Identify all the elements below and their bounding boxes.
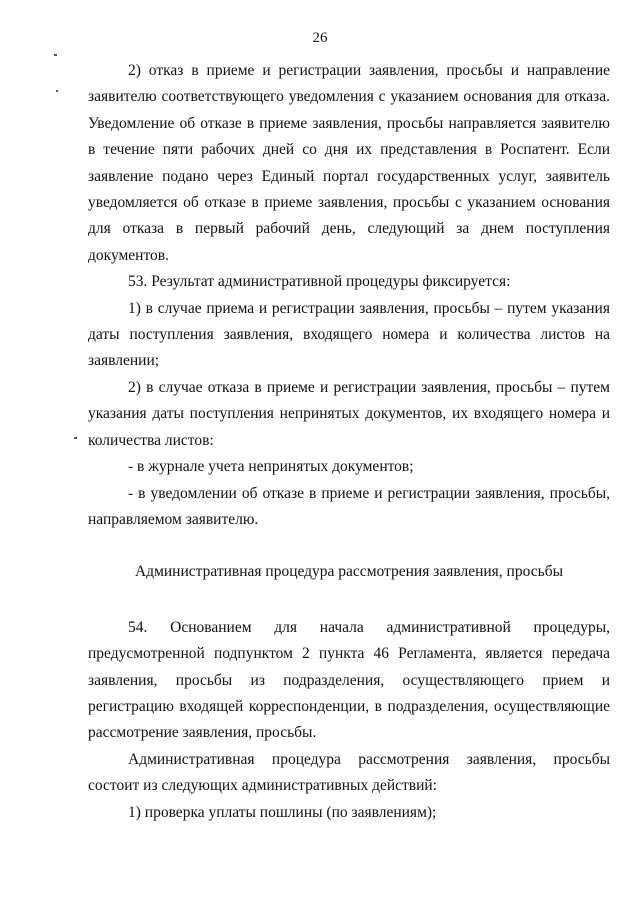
scan-speck [54,54,57,56]
list-item-notice: - в уведомлении об отказе в приеме и регистрации заявления, просьбы, направляемом заявителю. [88,484,610,528]
list-item-fee-check: 1) проверка уплаты пошлины (по заявлениям); [128,803,437,821]
paragraph-accept-item: 1) в случае приема и регистрации заявления, просьбы – путем указания даты поступления заявления, входящего номера и количества листов на заявлении; [88,299,610,370]
section-heading: Административная процедура рассмотрения заявления, просьбы [134,563,563,581]
paragraph-procedure-steps: Административная процедура рассмотрения заявления, просьбы состоит из следующих административных действий: [88,750,610,795]
paragraph-53: 53. Результат административной процедуры фиксируется: [128,273,511,291]
document-body [88,58,610,826]
paragraph-54: 54. Основанием для начала административной процедуры, предусмотренной подпунктом 2 пункта 46 Регламента, является передача заявления, просьбы из подразделения, осуществляющего прием и регистрацию входящей корреспонденции, в подразделения, осуществляющие рассмотрение заявления, просьбы. [88,618,610,742]
list-item-journal: - в журнале учета непринятых документов; [128,458,414,476]
scan-speck [74,437,77,439]
scan-speck [56,90,58,92]
paragraph-refusal-item: 2) отказ в приеме и регистрации заявления, просьбы и направление заявителю соответствующего уведомления с указанием основания для отказа. Уведомление об отказе в приеме заявления, просьбы направляется заявителю в течение пяти рабочих дней со дня их представления в Роспатент. Если заявление подано через Единый портал государственных услуг, заявитель уведомляется об отказе в приеме заявления, просьбы с указанием основания для отказа в первый рабочий день, следующий за днем поступления документов. [88,62,610,264]
page-number: 26 [312,30,328,46]
paragraph-refuse-item: 2) в случае отказа в приеме и регистрации заявления, просьбы – путем указания даты поступления непринятых документов, их входящего номера и количества листов: [88,378,610,449]
